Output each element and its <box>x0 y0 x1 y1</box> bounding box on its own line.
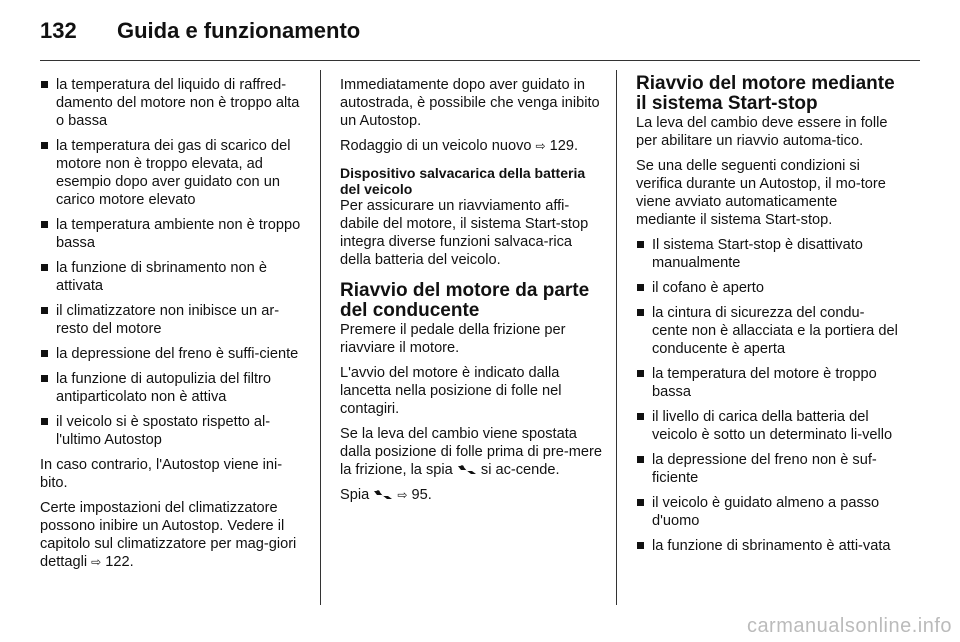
heading-system-restart: Riavvio del motore mediante il sistema Start-stop <box>636 73 895 114</box>
paragraph: Se una delle seguenti condizioni si verifica durante un Autostop, il mo-tore viene avviato automaticamente mediante il sistema Start-stop. <box>636 158 886 228</box>
paragraph <box>40 499 302 571</box>
list-item: il veicolo si è spostato rispetto al-l'ultimo Autostop <box>40 413 302 449</box>
list-item: la temperatura dei gas di scarico del motore non è troppo elevata, ad esempio dopo aver guidato con un carico motore elevato <box>40 137 302 209</box>
list-item: il veicolo è guidato almeno a passo d'uomo <box>636 494 898 530</box>
list-item: la funzione di sbrinamento non è attivata <box>40 259 302 295</box>
paragraph: Per assicurare un riavviamento affi-dabile del motore, il sistema Start-stop integra diverse funzioni salvaca-rica della batteria del veicolo. <box>340 198 589 268</box>
page-title: Guida e funzionamento <box>117 18 361 43</box>
paragraph: In caso contrario, l'Autostop viene ini-bito. <box>40 457 283 491</box>
list-item: Il sistema Start-stop è disattivato manualmente <box>636 236 898 272</box>
subheading-battery-saver: Dispositivo salvacarica della batteria del veicolo <box>340 165 586 197</box>
list-item: la depressione del freno non è suf-ficiente <box>636 451 898 487</box>
list-item: la cintura di sicurezza del condu-cente non è allacciata e la portiera del conducente è aperta <box>636 304 898 358</box>
list-item: la temperatura del motore è troppo bassa <box>636 365 898 401</box>
list-item: il livello di carica della batteria del veicolo è sotto un determinato li-vello <box>636 408 898 444</box>
paragraph <box>340 137 602 155</box>
start-stop-lamp-icon <box>373 489 393 500</box>
page-header <box>40 16 920 50</box>
restart-condition-list <box>636 236 898 555</box>
arrow-right-icon: ⇨ <box>91 555 102 569</box>
list-item: la funzione di autopulizia del filtro antiparticolato non è attiva <box>40 370 302 406</box>
list-item: la depressione del freno è suffi-ciente <box>40 345 302 363</box>
list-item: la temperatura del liquido di raffred-damento del motore non è troppo alta o bassa <box>40 76 302 130</box>
column-middle <box>340 76 602 511</box>
column-left <box>40 76 302 578</box>
arrow-right-icon: ⇨ <box>535 139 546 153</box>
page-reference-link[interactable]: 129. <box>549 138 579 154</box>
paragraph-text: Rodaggio di un veicolo nuovo <box>340 138 532 154</box>
page-number: 132 <box>40 18 77 43</box>
paragraph <box>340 425 602 479</box>
paragraph: Premere il pedale della frizione per riavviare il motore. <box>340 322 566 356</box>
list-item: la funzione di sbrinamento è atti-vata <box>636 537 898 555</box>
column-divider <box>616 70 617 605</box>
header-rule <box>40 60 920 61</box>
condition-list <box>40 76 302 449</box>
paragraph: Immediatamente dopo aver guidato in autostrada, è possibile che venga inibito un Autostop. <box>340 77 600 129</box>
heading-driver-restart: Riavvio del motore da parte del conducente <box>340 280 590 321</box>
list-item: il climatizzatore non inibisce un ar-resto del motore <box>40 302 302 338</box>
paragraph: L'avvio del motore è indicato dalla lancetta nella posizione di folle nel contagiri. <box>340 365 562 417</box>
page-reference-link[interactable]: 122. <box>105 554 134 570</box>
list-item: il cofano è aperto <box>636 279 898 297</box>
arrow-right-icon: ⇨ <box>397 488 408 502</box>
paragraph-text: Se la leva del cambio viene spostata dalla posizione di folle prima di pre-mere la frizione, la spia <box>340 426 603 478</box>
column-right <box>636 73 898 562</box>
paragraph <box>340 486 602 504</box>
paragraph-text: si ac-cende. <box>480 462 560 478</box>
watermark: carmanualsonline.info <box>746 615 952 637</box>
paragraph-text: Certe impostazioni del climatizzatore possono inibire un Autostop. Vedere il capitolo sul climatizzatore per mag-giori dettagli <box>40 500 297 570</box>
list-item: la temperatura ambiente non è troppo bassa <box>40 216 302 252</box>
paragraph-text: Spia <box>340 487 370 503</box>
page-reference-link[interactable]: 95. <box>411 487 432 503</box>
paragraph: La leva del cambio deve essere in folle per abilitare un riavvio automa-tico. <box>636 115 888 149</box>
column-divider <box>320 70 321 605</box>
start-stop-lamp-icon <box>457 464 477 475</box>
